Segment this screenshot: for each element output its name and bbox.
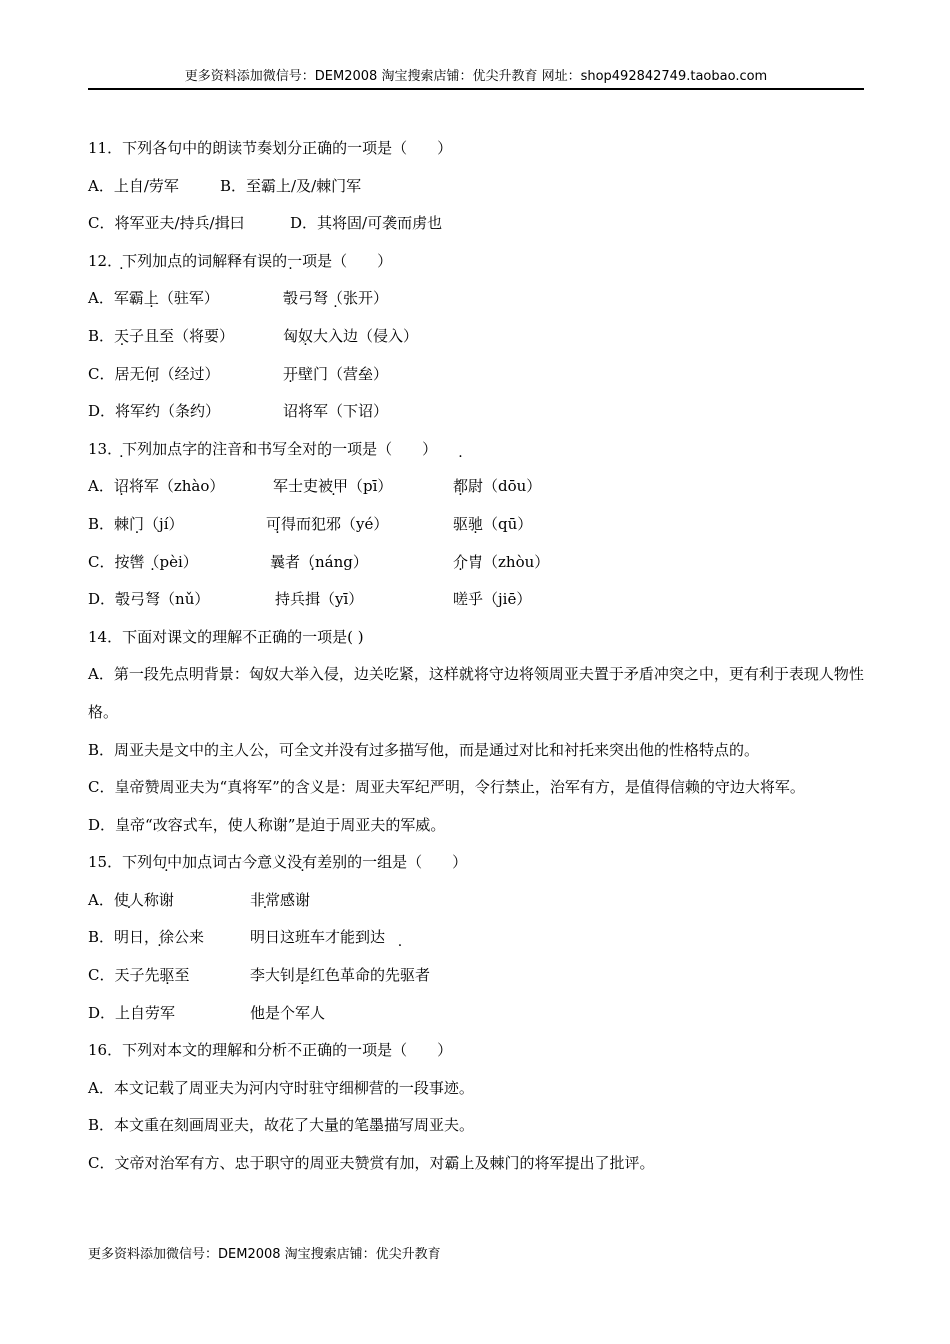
- question-12-option-d: D．将军约（条约） 诏将军（下诏）: [88, 393, 864, 431]
- option-b: B．至霸上/及/棘门军: [220, 176, 362, 195]
- dotted-char: 谢: [158, 890, 174, 909]
- question-15-option-a: A．使人称谢 非常感谢: [88, 882, 864, 920]
- header-divider: [88, 88, 864, 90]
- question-13-stem: 13．下列加点字的注音和书写全对的一项是（ ）: [88, 439, 438, 458]
- dotted-char: 弩: [145, 590, 161, 609]
- option-d: D．其将固/可袭而虏也: [290, 214, 443, 233]
- question-13-option-d: D．彀弓弩（nǔ） 持兵揖（yī） 嗟乎（jiē）: [88, 581, 864, 619]
- question-11-stem: 11．下列各句中的朗读节奏划分正确的一项是（ ）: [88, 139, 453, 157]
- question-14-option-c: C．皇帝赞周亚夫为“真将军”的含义是：周亚夫军纪严明，令行禁止，治军有方，是值得信赖的守边大将军。: [88, 778, 805, 797]
- dotted-char: 邪: [326, 514, 342, 533]
- dotted-char: 揖: [305, 590, 321, 609]
- question-14-option-d: D．皇帝“改容式车，使人称谢”是迫于周亚夫的军威。: [88, 815, 446, 834]
- question-14-stem: 14．下面对课文的理解不正确的一项是( ): [88, 627, 364, 646]
- dotted-char: 居: [114, 364, 130, 383]
- dotted-char: 壁: [298, 364, 314, 383]
- dotted-char: 辔: [129, 552, 145, 571]
- dotted-char: 约: [145, 402, 161, 421]
- dotted-char: 都: [453, 477, 469, 496]
- question-16-option-a: A．本文记载了周亚夫为河内守时驻守细柳营的一段事迹。: [88, 1078, 474, 1097]
- dotted-char: 且: [144, 326, 160, 345]
- question-14-option-a: A．第一段先点明背景：匈奴大举入侵，边关吃紧，这样就将守边将领周亚夫置于矛盾冲突之中，更有利于表现人物性格。: [88, 665, 864, 721]
- question-13-option-a: A．诏将军（zhào） 军士吏被甲（pī） 都尉（dōu）: [88, 468, 864, 506]
- dotted-char: 胄: [468, 552, 484, 571]
- question-16-stem: 16．下列对本文的理解和分析不正确的一项是（ ）: [88, 1041, 453, 1060]
- question-12-option-b: B．天子且至（将要） 匈奴大入边（侵入）: [88, 318, 864, 356]
- question-12-option-a: A．军霸上（驻军） 彀弓弩（张开）: [88, 280, 864, 318]
- dotted-char: 明日: [114, 928, 145, 947]
- question-15-option-b: B．明日，徐公来 明日这班车才能到达: [88, 919, 864, 957]
- dotted-char: 被: [318, 477, 334, 496]
- dotted-char: 谢: [295, 890, 311, 909]
- document-body: [88, 108, 864, 1183]
- dotted-char: 入: [328, 326, 344, 345]
- question-16-option-b: B．本文重在刻画周亚夫，故花了大量的笔墨描写周亚夫。: [88, 1116, 475, 1135]
- dotted-char: 明日: [250, 928, 281, 947]
- dotted-char: 先驱: [385, 966, 416, 985]
- question-14-option-b: B．周亚夫是文中的主人公，可全文并没有过多描写他，而是通过对比和衬托来突出他的性格特点的。: [88, 740, 760, 759]
- question-12-option-c: C．居无何（经过） 开壁门（营垒）: [88, 356, 864, 394]
- question-16-option-c: C．文帝对治军有方、忠于职守的周亚夫赞赏有加，对霸上及棘门的将军提出了批评。: [88, 1154, 655, 1173]
- dotted-char: 嗟: [453, 590, 469, 609]
- page-footer: 更多资料添加微信号：DEM2008 淘宝搜索店铺：优尖升教育: [88, 1247, 441, 1262]
- dotted-char: 先驱: [144, 966, 175, 985]
- question-13-option-b: B．棘门（jí） 可得而犯邪（yé） 驱驰（qū）: [88, 506, 864, 544]
- dotted-char: 军: [295, 1003, 311, 1022]
- page-header: 更多资料添加微信号：DEM2008 淘宝搜索店铺：优尖升教育 网址：shop492842749.taobao.com: [184, 69, 768, 84]
- dotted-char: 军: [160, 1003, 176, 1022]
- question-12-stem: 12．下列加点的词解释有误的一项是（ ）: [88, 251, 393, 270]
- option-a: A．上自/劳军: [88, 176, 179, 195]
- dotted-char: 诏: [113, 477, 129, 496]
- dotted-char: 曩: [270, 552, 286, 571]
- question-13-option-c: C．按辔（pèi） 曩者（náng） 介胄（zhòu）: [88, 544, 864, 582]
- question-15-stem: 15．下列句中加点词古今意义没有差别的一组是（ ）: [88, 853, 468, 872]
- dotted-char: 彀: [283, 289, 299, 308]
- dotted-char: 棘: [114, 514, 130, 533]
- question-15-option-d: D．上自劳军 他是个军人: [88, 995, 864, 1033]
- dotted-char: 诏: [283, 402, 299, 421]
- question-11-options-ab: [88, 168, 864, 206]
- dotted-char: 军: [113, 289, 129, 308]
- question-11-options-cd: [88, 205, 864, 243]
- dotted-char: 驱: [453, 514, 469, 533]
- option-c: C．将军亚夫/持兵/揖曰: [88, 214, 245, 233]
- question-15-option-c: C．天子先驱至 李大钊是红色革命的先驱者: [88, 957, 864, 995]
